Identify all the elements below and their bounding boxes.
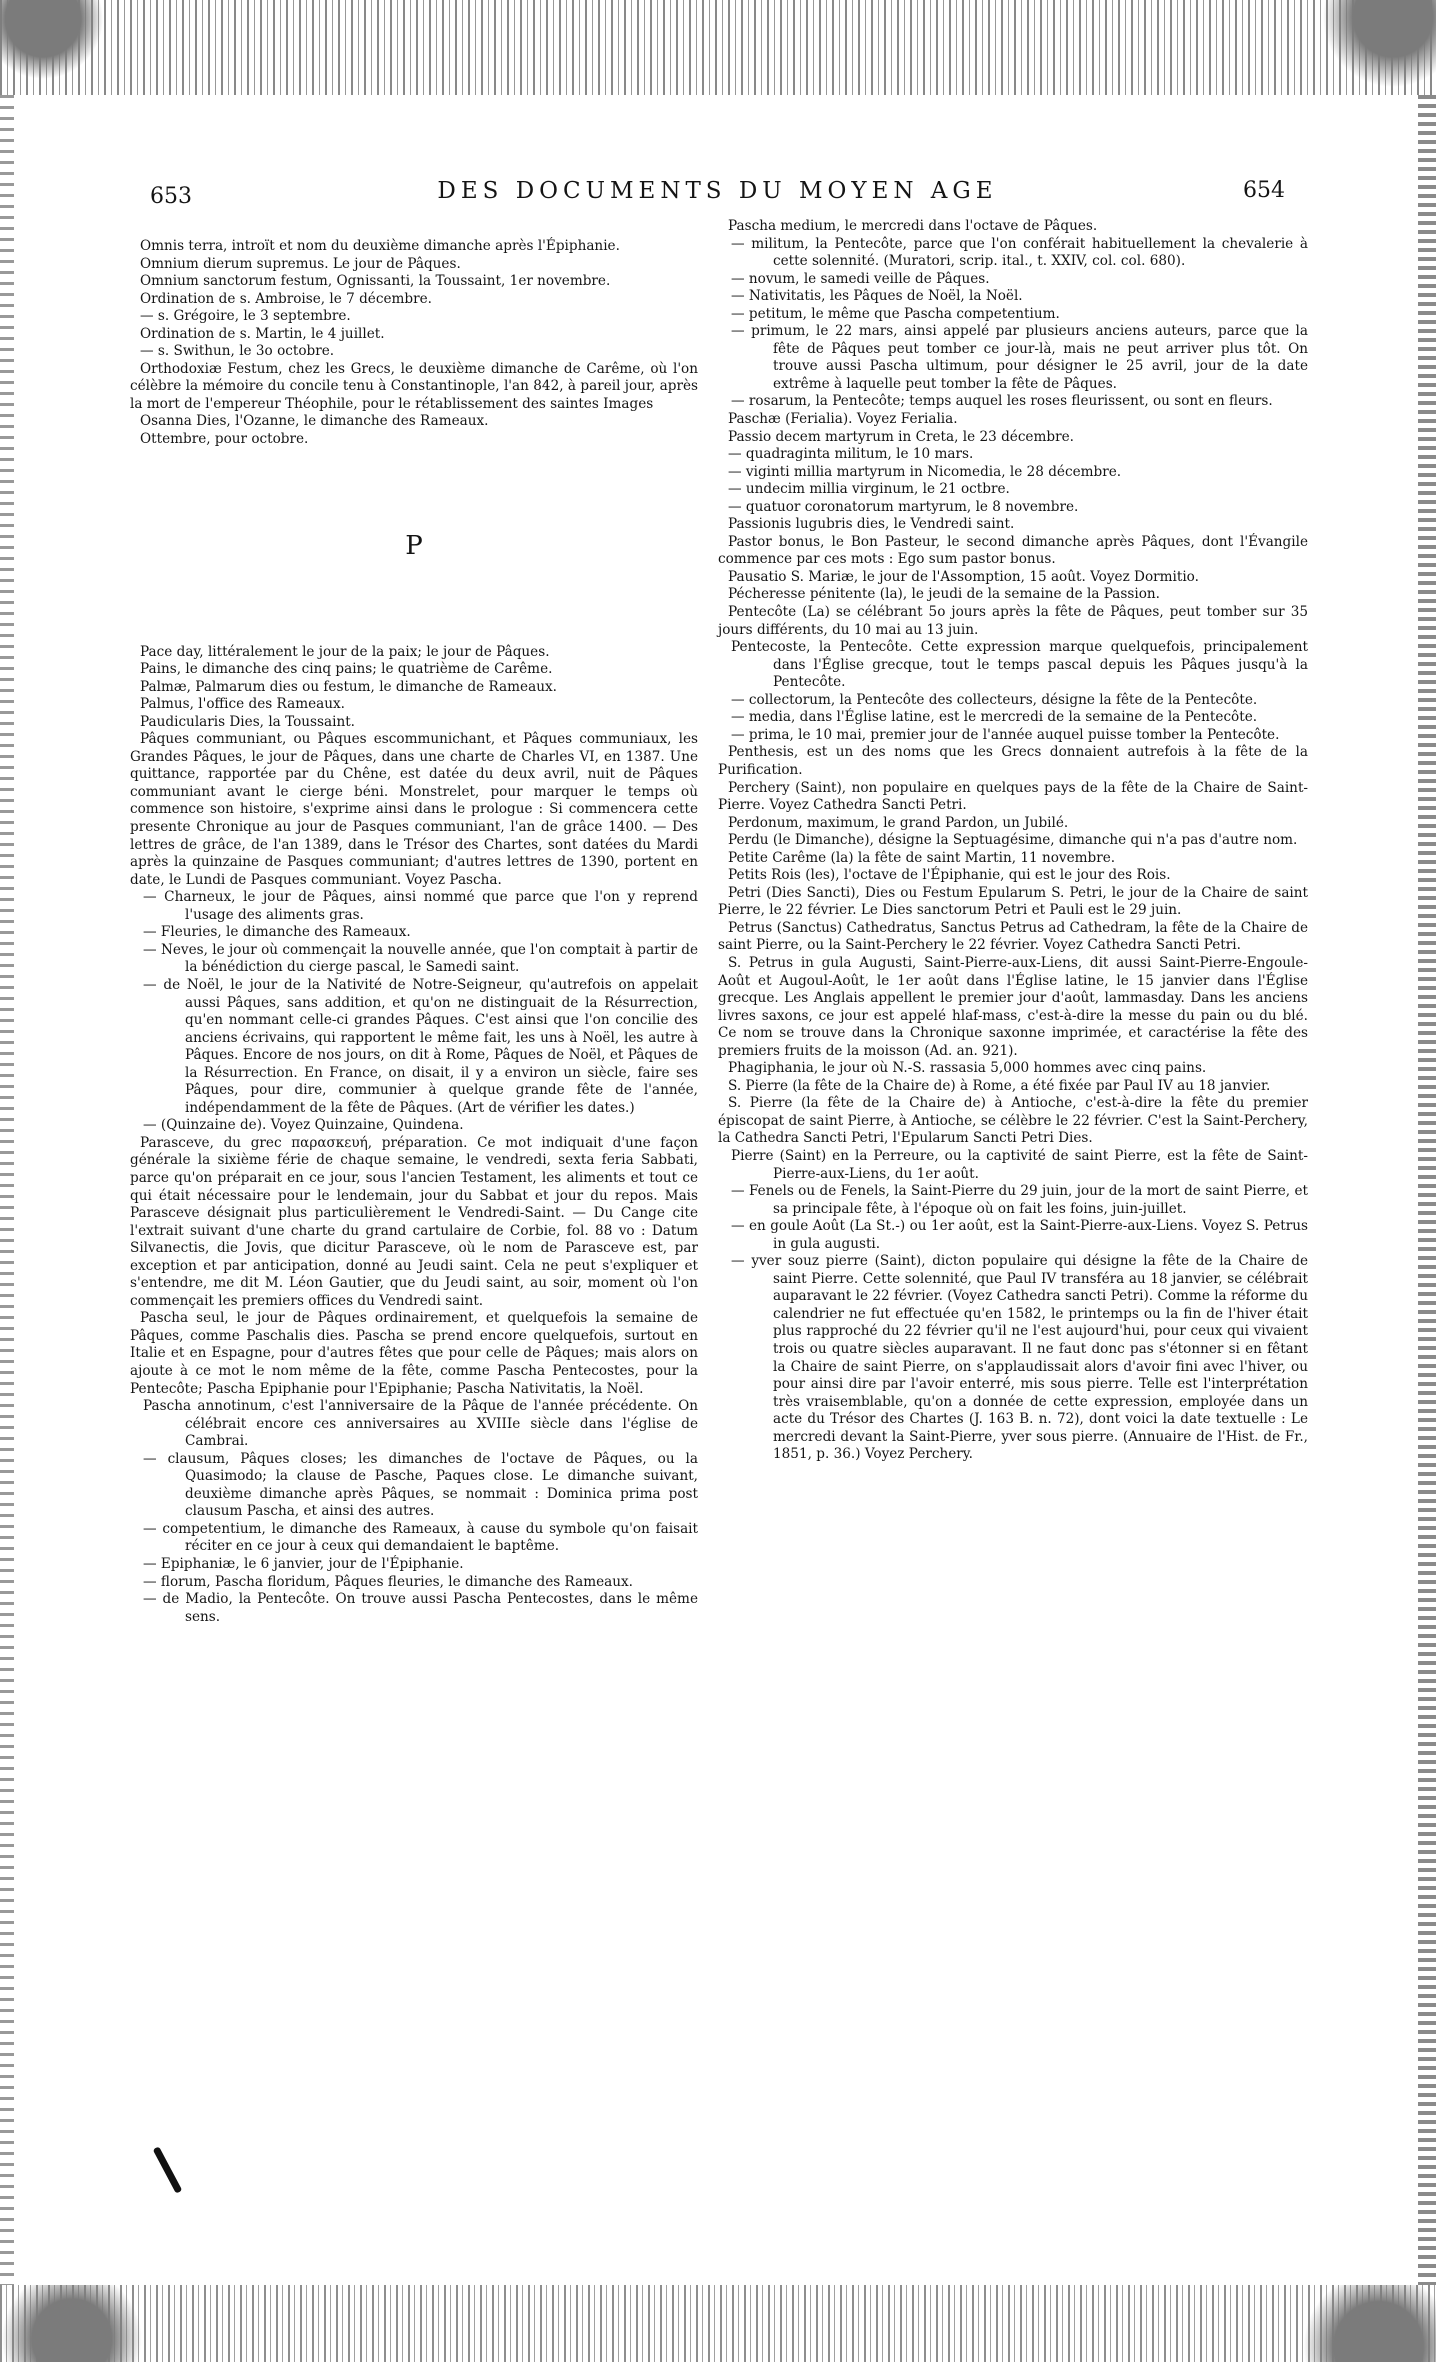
ink-mark	[153, 2146, 183, 2193]
dictionary-entry: Ordination de s. Ambroise, le 7 décembre.	[140, 290, 432, 307]
entries-pierre	[718, 1148, 1308, 1464]
dictionary-entry: Omnium sanctorum festum, Ognissanti, la Toussaint, 1er novembre.	[140, 273, 611, 290]
dictionary-entry: Passionis lugubris dies, le Vendredi saint.	[728, 516, 1015, 533]
dictionary-entry: — undecim millia virginum, le 21 octbre.	[728, 481, 1010, 498]
dictionary-entry: Perchery (Saint), non populaire en quelques pays de la fête de la Chaire de Saint-Pierre. Voyez Cathedra Sancti Petri.	[718, 779, 1308, 814]
dictionary-entry: — Fenels ou de Fenels, la Saint-Pierre du 29 juin, jour de la mort de saint Pierre, et sa principale fête, à l'époque où on fait les foins, juin-juillet.	[731, 1183, 1308, 1217]
entries-passio-variants	[718, 446, 1308, 516]
dictionary-entry: — rosarum, la Pentecôte; temps auquel les roses fleurissent, ou sont en fleurs.	[731, 393, 1273, 410]
dictionary-entry: — (Quinzaine de). Voyez Quinzaine, Quindena.	[143, 1117, 464, 1134]
dictionary-entry: Phagiphania, le jour où N.-S. rassasia 5,000 hommes avec cinq pains.	[728, 1060, 1207, 1077]
column-left	[130, 238, 698, 1626]
entries-perchery	[718, 744, 1308, 1148]
dictionary-entry: Pentecoste, la Pentecôte. Cette expression marque quelquefois, principalement dans l'Église grecque, tout le temps pascal depuis les Pâques jusqu'à la Pentecôte.	[731, 639, 1308, 691]
entries-pentecoste	[718, 639, 1308, 744]
entries-parasceve	[130, 1135, 698, 1398]
dictionary-entry: — yver souz pierre (Saint), dicton populaire qui désigne la fête de la Chaire de saint Pierre. Cette solennité, que Paul IV transféra au 18 janvier, se célébrait auparavant le 22 février. (Voyez Cathedra sancti Petri). Comme la réforme du calendrier ne fut effectuée qu'en 1582, le printemps ou la fin de l'hiver était plus rapproché du 22 février qu'il ne l'est aujourd'hui, pour ceux qui vivaient trois ou quatre siècles auparavant. Il ne faut donc pas s'étonner si en fêtant la Chaire de saint Pierre, on s'applaudissait alors d'avoir fini avec l'hiver, ou pour ainsi dire par l'avoir enterré, mis sous pierre. Telle est l'interprétation très vraisemblable, qu'on a donnée de cette expression, employée dans un acte du Trésor des Chartes (J. 163 B. n. 72), dont voici la date textuelle : Le mercredi devant la Saint-Pierre, yver sous pierre. (Annuaire de l'Hist. de Fr., 1851, p. 36.) Voyez Perchery.	[731, 1253, 1308, 1463]
dictionary-entry: — collectorum, la Pentecôte des collecteurs, désigne la fête de la Pentecôte.	[731, 691, 1258, 708]
dictionary-entry: S. Petrus in gula Augusti, Saint-Pierre-aux-Liens, dit aussi Saint-Pierre-Engoule-Août et Augoul-Août, le 1er août dans l'Église latine, le 15 janvier dans l'Église grecque. Les Anglais appellent le premier jour d'août, lammasday. Dans les anciens livres saxons, ce jour est appelé hlaf-mass, c'est-à-dire la messe du pain ou du blé. Ce nom se trouve dans la Chronique saxonne imprimée, et caractérise la fête des premiers fruits de la moisson (Ad. an. 921).	[718, 954, 1308, 1059]
page-number-left: 653	[150, 184, 192, 209]
dictionary-entry: Palmæ, Palmarum dies ou festum, le dimanche de Rameaux.	[140, 678, 557, 695]
dictionary-entry: Pastor bonus, le Bon Pasteur, le second dimanche après Pâques, dont l'Évangile commence par ces mots : Ego sum pastor bonus.	[718, 533, 1308, 568]
dictionary-entry: — media, dans l'Église latine, est le mercredi de la semaine de la Pentecôte.	[731, 709, 1258, 726]
scan-edge-bottom	[0, 2285, 1436, 2362]
dictionary-entry: — petitum, le même que Pascha competentium.	[731, 305, 1060, 322]
page-header	[150, 178, 1285, 212]
dictionary-entry: Pascha seul, le jour de Pâques ordinairement, et quelquefois la semaine de Pâques, comme Paschalis dies. Pascha se prend encore quelquefois, surtout en Italie et en Espagne, pour d'autres fêtes que pour celle de Pâques; mais alors on ajoute à ce mot le nom même de la fête, comme Pascha Pentecostes, pour la Pentecôte; Pascha Epiphanie pour l'Epiphanie; Pascha Nativitatis, la Noël.	[130, 1310, 698, 1397]
dictionary-entry: Pascha annotinum, c'est l'anniversaire de la Pâque de l'année précédente. On célébrait encore ces anniversaires au XVIIIe siècle dans l'église de Cambrai.	[143, 1398, 698, 1450]
dictionary-entry: Pentecôte (La) se célébrant 5o jours après la fête de Pâques, peut tomber sur 35 jours différents, du 10 mai au 13 juin.	[718, 604, 1308, 638]
dictionary-entry: Pierre (Saint) en la Perreure, ou la captivité de saint Pierre, est la fête de Saint-Pierre-aux-Liens, du 1er août.	[731, 1147, 1308, 1182]
dictionary-entry: — novum, le samedi veille de Pâques.	[731, 270, 990, 287]
dictionary-entry: Pascha medium, le mercredi dans l'octave de Pâques.	[728, 218, 1098, 234]
scan-edge-top	[0, 0, 1436, 95]
dictionary-entry: — de Noël, le jour de la Nativité de Notre-Seigneur, qu'autrefois on appelait aussi Pâques, sans addition, et qu'on ne distinguait de la Résurrection, qu'en nommant celle-ci grandes Pâques. C'est ainsi que l'on concilie des anciens écrivains, qui rapportent le même fait, les uns à Noël, les autre à Pâques. Encore de nos jours, on dit à Rome, Pâques de Noël, et Pâques de la Résurrection. En France, on disait, il y a environ un siècle, faire ses Pâques, pour dire, communier à quelque grande fête de l'année, indépendamment de la fête de Pâques. (Art de vérifier les dates.)	[143, 976, 698, 1116]
dictionary-entry: Osanna Dies, l'Ozanne, le dimanche des Rameaux.	[140, 413, 489, 430]
dictionary-entry: — florum, Pascha floridum, Pâques fleuries, le dimanche des Rameaux.	[143, 1573, 633, 1590]
entries-p	[130, 644, 698, 890]
entries-passio	[718, 411, 1308, 446]
dictionary-entry: Omnium dierum supremus. Le jour de Pâques.	[140, 255, 461, 272]
dictionary-entry: — quatuor coronatorum martyrum, le 8 novembre.	[728, 498, 1079, 515]
dictionary-entry: Petite Carême (la) la fête de saint Martin, 11 novembre.	[728, 849, 1116, 866]
dictionary-entry: — Charneux, le jour de Pâques, ainsi nommé que parce que l'on y reprend l'usage des aliments gras.	[143, 889, 698, 923]
dictionary-entry: Paschæ (Ferialia). Voyez Ferialia.	[728, 411, 958, 428]
dictionary-entry: Orthodoxiæ Festum, chez les Grecs, le deuxième dimanche de Carême, où l'on célèbre la mémoire du concile tenu à Constantinople, l'an 842, à pareil jour, après la mort de l'empereur Théophile, pour le rétablissement des saintes Images	[130, 360, 698, 412]
dictionary-entry: Perdonum, maximum, le grand Pardon, un Jubilé.	[728, 814, 1069, 831]
dictionary-entry: Petrus (Sanctus) Cathedratus, Sanctus Petrus ad Cathedram, la fête de la Chaire de saint Pierre, ou la Saint-Perchery le 22 février. Voyez Cathedra Sancti Petri.	[718, 919, 1308, 954]
dictionary-entry: Pécheresse pénitente (la), le jeudi de la semaine de la Passion.	[728, 586, 1160, 603]
dictionary-entry: — quadraginta militum, le 10 mars.	[728, 446, 974, 463]
dictionary-entry: — viginti millia martyrum in Nicomedia, le 28 décembre.	[728, 463, 1122, 480]
scan-edge-left	[0, 95, 14, 2285]
dictionary-entry: S. Pierre (la fête de la Chaire de) à Antioche, c'est-à-dire la fête du premier épiscopat de saint Pierre, à Antioche, se célèbre le 22 février. C'est la Saint-Perchery, la Cathedra Sancti Petri, l'Epularum Sancti Petri Dies.	[718, 1095, 1308, 1147]
dictionary-entry: — en goule Août (La St.-) ou 1er août, est la Saint-Pierre-aux-Liens. Voyez S. Petrus in gula augusti.	[731, 1218, 1308, 1252]
dictionary-entry: — s. Grégoire, le 3 septembre.	[140, 308, 351, 325]
dictionary-entry: — militum, la Pentecôte, parce que l'on conférait habituellement la chevalerie à cette solennité. (Muratori, scrip. ital., t. XXIV, col. col. 680).	[731, 235, 1308, 270]
section-letter: P	[405, 530, 423, 561]
scan-edge-right	[1418, 95, 1436, 2285]
dictionary-entry: Petits Rois (les), l'octave de l'Épiphanie, qui est le jour des Rois.	[728, 867, 1171, 884]
dictionary-entry: Pausatio S. Mariæ, le jour de l'Assomption, 15 août. Voyez Dormitio.	[728, 568, 1199, 585]
dictionary-entry: — Epiphaniæ, le 6 janvier, jour de l'Épiphanie.	[143, 1556, 464, 1572]
entries-o	[130, 238, 698, 449]
dictionary-entry: Omnis terra, introït et nom du deuxième dimanche après l'Épiphanie.	[140, 238, 620, 254]
dictionary-entry: Pains, le dimanche des cinq pains; le quatrième de Carême.	[140, 661, 553, 678]
column-right	[718, 218, 1308, 1464]
dictionary-entry: — clausum, Pâques closes; les dimanches de l'octave de Pâques, ou la Quasimodo; la clause de Pasche, Paques close. Le dimanche suivant, deuxième dimanche après Pâques, se nommait : Dominica prima post clausum Pascha, et ainsi des autres.	[143, 1450, 698, 1520]
dictionary-entry: Penthesis, est un des noms que les Grecs donnaient autrefois à la fête de la Purification.	[718, 744, 1308, 778]
dictionary-entry: Ottembre, pour octobre.	[140, 431, 309, 448]
entries-paques	[130, 889, 698, 1135]
dictionary-entry: Passio decem martyrum in Creta, le 23 décembre.	[728, 428, 1074, 445]
dictionary-entry: Pace day, littéralement le jour de la paix; le jour de Pâques.	[140, 643, 550, 660]
dictionary-entry: Paudicularis Dies, la Toussaint.	[140, 713, 355, 730]
dictionary-entry: — Fleuries, le dimanche des Rameaux.	[143, 924, 411, 941]
entries-pascha-variants	[718, 236, 1308, 411]
dictionary-entry: — primum, le 22 mars, ainsi appelé par plusieurs anciens auteurs, parce que la fête de Pâques peut tomber ce jour-là, mais ne peut arriver plus tôt. On trouve aussi Pascha ultimum, pour désigner le 25 avril, jour de la date extrême à laquelle peut tomber la fête de Pâques.	[731, 323, 1308, 392]
dictionary-entry: — Nativitatis, les Pâques de Noël, la Noël.	[731, 288, 1023, 305]
entries-pascha-medium	[718, 218, 1308, 236]
dictionary-entry: — competentium, le dimanche des Rameaux, à cause du symbole qu'on faisait réciter en ce jour à ceux qui demandaient le baptême.	[143, 1520, 698, 1555]
dictionary-entry: Pâques communiant, ou Pâques escommunichant, et Pâques communiaux, les Grandes Pâques, le jour de Pâques, dans une charte de Charles VI, en 1387. Une quittance, rapportée par du Chêne, est datée du deux avril, nuit de Pâques communiant avant le cierge béni. Monstrelet, pour marquer le temps où commence son histoire, s'exprime ainsi dans le prologue : Si commencera cette presente Chronique au jour de Pasques communiant, l'an de grâce 1400. — Des lettres de grâce, de l'an 1389, dans le Trésor des Chartes, sont datées du Mardi après la quinzaine de Pasques communiant; d'autres lettres de 1390, portent en date, le Lundi de Pasques communiant. Voyez Pascha.	[130, 731, 698, 888]
dictionary-entry: Petri (Dies Sancti), Dies ou Festum Epularum S. Petri, le jour de la Chaire de saint Pierre, le 22 février. Le Dies sanctorum Petri et Pauli est le 29 juin.	[718, 884, 1308, 919]
dictionary-entry: S. Pierre (la fête de la Chaire de) à Rome, a été fixée par Paul IV au 18 janvier.	[728, 1077, 1271, 1094]
dictionary-entry: Parasceve, du grec παρασκευή, préparation. Ce mot indiquait d'une façon générale la sixième férie de chaque semaine, le vendredi, sexta feria Sabbati, parce qu'on préparait en ce jour, sous l'ancien Testament, les aliments et tout ce qui était nécessaire pour le lendemain, jour du Sabbat et jour du repos. Mais Parasceve désignait plus particulièrement le Vendredi-Saint. — Du Cange cite l'extrait suivant d'une charte du grand cartulaire de Corbie, fol. 88 vo : Datum Silvanectis, die Jovis, que dicitur Parasceve, où le nom de Parasceve est, par exception et par anticipation, donné au Jeudi saint. Cela ne peut s'expliquer et s'entendre, me dit M. Léon Gautier, que du Jeudi saint, au soir, moment où l'on commençait les premiers offices du Vendredi saint.	[130, 1134, 698, 1309]
dictionary-entry: Perdu (le Dimanche), désigne la Septuagésime, dimanche qui n'a pas d'autre nom.	[728, 832, 1298, 849]
entries-pastor	[718, 516, 1308, 639]
dictionary-entry: — de Madio, la Pentecôte. On trouve aussi Pascha Pentecostes, dans le même sens.	[143, 1591, 698, 1625]
dictionary-entry: — Neves, le jour où commençait la nouvelle année, que l'on comptait à partir de la bénédiction du cierge pascal, le Samedi saint.	[143, 941, 698, 976]
dictionary-entry: — s. Swithun, le 3o octobre.	[140, 343, 335, 360]
entries-pascha	[130, 1398, 698, 1626]
dictionary-entry: Ordination de s. Martin, le 4 juillet.	[140, 325, 385, 342]
running-head: DES DOCUMENTS DU MOYEN AGE	[437, 178, 998, 204]
dictionary-entry: — prima, le 10 mai, premier jour de l'année auquel puisse tomber la Pentecôte.	[731, 726, 1280, 743]
dictionary-entry: Palmus, l'office des Rameaux.	[140, 696, 345, 713]
page-number-right: 654	[1243, 178, 1285, 203]
